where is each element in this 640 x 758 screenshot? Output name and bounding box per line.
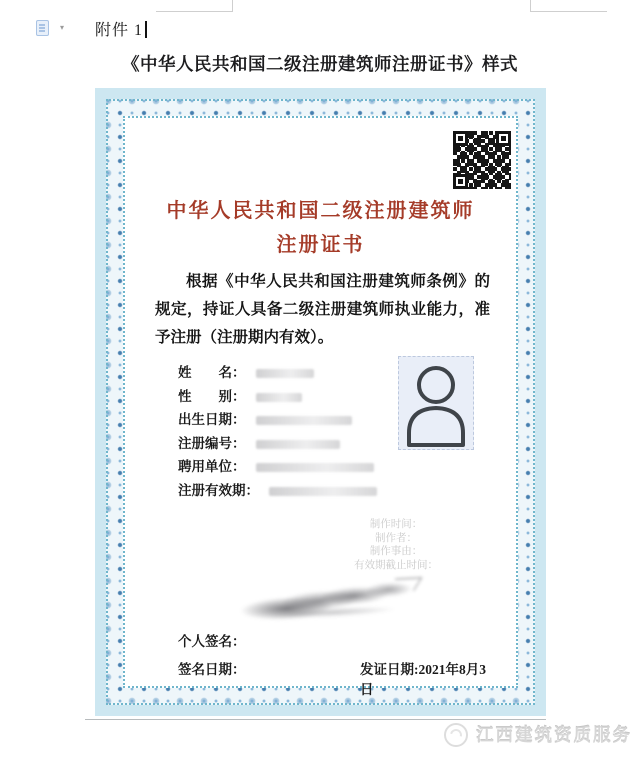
personal-signature-label: 个人签名： <box>178 634 246 649</box>
signature-smudge <box>236 571 428 633</box>
watermark-text: 江西建筑资质服务 <box>476 725 632 745</box>
qr-finder-icon <box>453 131 468 146</box>
footer-divider <box>85 719 546 720</box>
maker-reason-label: 制作事由： <box>369 546 423 557</box>
field-row-birthdate <box>178 408 377 432</box>
qr-finder-icon <box>496 131 511 146</box>
redacted-value <box>256 416 352 425</box>
issue-date-label: 发证日期: <box>360 662 419 677</box>
attachment-label: 附件 1 <box>95 22 144 39</box>
paste-options-button[interactable] <box>34 18 64 40</box>
qr-code <box>453 131 511 189</box>
certificate-title-line1: 中华人民共和国二级注册建筑师 <box>166 200 475 222</box>
issue-date <box>360 658 496 698</box>
field-row-validity <box>178 479 377 503</box>
page-margin-mark-left <box>156 0 233 12</box>
redacted-value <box>256 393 302 402</box>
redacted-value <box>256 369 314 378</box>
certificate-fields <box>178 361 377 502</box>
watermark-logo-icon <box>444 723 468 747</box>
certificate-ornate-border <box>106 99 535 705</box>
certificate-inner <box>123 116 518 697</box>
photo-placeholder <box>398 356 474 450</box>
issue-date-value: 2021年8月3日 <box>360 662 486 697</box>
document-title: 《中华人民共和国二级注册建筑师注册证书》样式 <box>122 54 518 74</box>
certificate-body-text: 根据《中华人民共和国注册建筑师条例》的规定，持证人具备二级注册建筑师执业能力，准予注册（注册期内有效）。 <box>155 273 490 346</box>
certificate-title-line2: 注册证书 <box>276 234 365 256</box>
text-cursor <box>145 21 147 38</box>
field-label: 注册有效期： <box>178 482 259 498</box>
redacted-value <box>256 440 340 449</box>
page-margin-mark-right <box>530 0 607 12</box>
field-label: 注册编号： <box>178 435 246 451</box>
watermark <box>444 722 632 747</box>
field-row-name <box>178 361 377 385</box>
field-row-gender <box>178 385 377 409</box>
field-row-reg-number <box>178 432 377 456</box>
field-row-employer <box>178 455 377 479</box>
certificate <box>95 88 546 716</box>
chevron-down-icon: ▾ <box>59 23 64 32</box>
field-label: 出生日期： <box>178 412 246 427</box>
attachment-heading[interactable] <box>95 17 147 40</box>
maker-info-block <box>321 518 471 572</box>
maker-author-label: 制作者： <box>375 532 417 544</box>
field-label: 性 别： <box>178 388 246 404</box>
redacted-value <box>256 463 374 472</box>
field-label: 姓 名： <box>178 365 246 380</box>
maker-expiry-label: 有效期截止时间： <box>354 559 438 571</box>
person-silhouette-icon <box>399 357 473 449</box>
date-row <box>178 658 496 697</box>
maker-time-label: 制作时间： <box>369 519 423 530</box>
clipboard-icon <box>36 20 49 36</box>
qr-finder-icon <box>453 174 468 189</box>
sign-date-label: 签名日期： <box>178 662 246 677</box>
redacted-value <box>269 487 377 496</box>
field-label: 聘用单位： <box>178 459 246 474</box>
